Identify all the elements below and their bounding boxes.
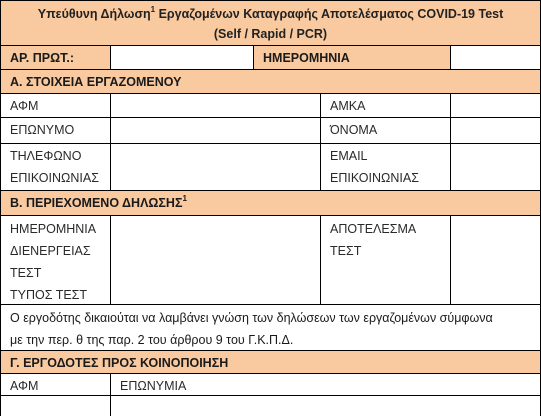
employer-company-field[interactable] — [111, 396, 541, 416]
consent-text: Ο εργοδότης δικαιούται να λαμβάνει γνώση των δηλώσεων των εργαζομένων σύμφωνα με την περ. θ της παρ. 2 του άρθρου 9 του Γ.Κ.Π.Δ. — [0, 305, 541, 351]
employee-afm-label: ΑΦΜ — [0, 94, 111, 118]
employer-company-label: ΕΠΩΝΥΜΙΑ — [111, 374, 541, 396]
employee-amka-label: ΑΜΚΑ — [321, 94, 451, 118]
test-type-label: ΤΥΠΟΣ ΤΕΣΤ — [10, 288, 88, 302]
employee-afm-field[interactable] — [111, 94, 321, 118]
protocol-number-label: ΑΡ. ΠΡΩΤ.: — [0, 46, 111, 70]
protocol-number-field[interactable] — [111, 46, 254, 70]
employer-afm-label: ΑΦΜ — [0, 374, 111, 396]
section-c-title: Γ. ΕΡΓΟΔΟΤΕΣ ΠΡΟΣ ΚΟΙΝΟΠΟΙΗΣΗ — [0, 351, 541, 374]
test-date-label: ΗΜΕΡΟΜΗΝΙΑ ΔΙΕΝΕΡΓΕΙΑΣ ΤΕΣΤ ΤΥΠΟΣ ΤΕΣΤ — [0, 216, 111, 305]
section-a-title: Α. ΣΤΟΙΧΕΙΑ ΕΡΓΑΖΟΜΕΝΟΥ — [0, 70, 541, 94]
employee-phone-field[interactable] — [111, 144, 321, 191]
test-result-label: ΑΠΟΤΕΛΕΣΜΑ ΤΕΣΤ — [321, 216, 451, 305]
employee-email-field[interactable] — [451, 144, 541, 191]
employee-email-label: EMAIL ΕΠΙΚΟΙΝΩΝΙΑΣ — [321, 144, 451, 191]
form-title — [0, 0, 541, 46]
form-title-line1: Υπεύθυνη Δήλωση$^1$ Εργαζομένων Καταγραφής Αποτελέσματος COVID-19 Test — [37, 4, 504, 21]
section-b-title: Β. ΠΕΡΙΕΧΟΜΕΝΟ ΔΗΛΩΣΗΣ$^1$ — [0, 191, 541, 216]
employee-phone-label: ΤΗΛΕΦΩΝΟ ΕΠΙΚΟΙΝΩΝΙΑΣ — [0, 144, 111, 191]
employer-afm-field[interactable] — [0, 396, 111, 416]
employee-name-label: ΌΝΟΜΑ — [321, 118, 451, 144]
test-result-field[interactable] — [451, 216, 541, 305]
employee-surname-label: ΕΠΩΝΥΜΟ — [0, 118, 111, 144]
test-date-field[interactable] — [111, 216, 321, 305]
date-label: ΗΜΕΡΟΜΗΝΙΑ — [254, 46, 451, 70]
employee-surname-field[interactable] — [111, 118, 321, 144]
form-title-line2: (Self / Rapid / PCR) — [213, 27, 328, 41]
date-field[interactable] — [451, 46, 541, 70]
employee-amka-field[interactable] — [451, 94, 541, 118]
employee-name-field[interactable] — [451, 118, 541, 144]
